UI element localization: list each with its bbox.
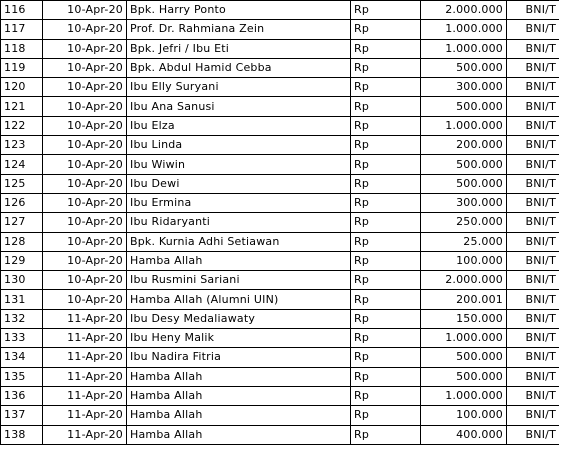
currency-cell[interactable]: Rp: [351, 386, 421, 405]
date-cell[interactable]: 10-Apr-20: [43, 1, 127, 20]
donor-name-cell[interactable]: Bpk. Kurnia Adhi Setiawan: [127, 232, 351, 251]
bank-cell[interactable]: BNI/T: [507, 1, 560, 20]
amount-cell[interactable]: 2.000.000: [421, 271, 507, 290]
donor-name-cell[interactable]: Ibu Ana Sanusi: [127, 97, 351, 116]
date-cell[interactable]: 10-Apr-20: [43, 174, 127, 193]
date-cell[interactable]: 10-Apr-20: [43, 116, 127, 135]
currency-cell[interactable]: Rp: [351, 232, 421, 251]
row-number-cell[interactable]: 121: [1, 97, 43, 116]
currency-cell[interactable]: Rp: [351, 290, 421, 309]
amount-cell[interactable]: 1.000.000: [421, 116, 507, 135]
date-cell[interactable]: 10-Apr-20: [43, 97, 127, 116]
bank-cell[interactable]: BNI/T: [507, 58, 560, 77]
date-cell[interactable]: 10-Apr-20: [43, 78, 127, 97]
donor-name-cell[interactable]: Ibu Desy Medaliawaty: [127, 309, 351, 328]
amount-cell[interactable]: 25.000: [421, 232, 507, 251]
currency-cell[interactable]: Rp: [351, 78, 421, 97]
amount-cell[interactable]: 200.000: [421, 136, 507, 155]
currency-cell[interactable]: Rp: [351, 251, 421, 270]
currency-cell[interactable]: Rp: [351, 97, 421, 116]
donor-name-cell[interactable]: Hamba Allah: [127, 425, 351, 444]
amount-cell[interactable]: 300.000: [421, 193, 507, 212]
row-number-cell[interactable]: 131: [1, 290, 43, 309]
date-cell[interactable]: 10-Apr-20: [43, 39, 127, 58]
table-row: [1, 309, 560, 328]
bank-cell[interactable]: BNI/T: [507, 136, 560, 155]
donor-name-cell[interactable]: Ibu Linda: [127, 136, 351, 155]
table-row: [1, 271, 560, 290]
row-number-cell[interactable]: 136: [1, 386, 43, 405]
table-row: [1, 367, 560, 386]
row-number-cell[interactable]: 127: [1, 213, 43, 232]
row-number-cell[interactable]: 137: [1, 406, 43, 425]
row-number-cell[interactable]: 123: [1, 136, 43, 155]
date-cell[interactable]: 10-Apr-20: [43, 271, 127, 290]
currency-cell[interactable]: Rp: [351, 406, 421, 425]
donor-name-cell[interactable]: Hamba Allah: [127, 367, 351, 386]
date-cell[interactable]: 11-Apr-20: [43, 329, 127, 348]
row-number-cell[interactable]: 117: [1, 20, 43, 39]
date-cell[interactable]: 10-Apr-20: [43, 155, 127, 174]
table-row: [1, 136, 560, 155]
date-cell[interactable]: 11-Apr-20: [43, 425, 127, 444]
table-row: [1, 348, 560, 367]
donor-name-cell[interactable]: Hamba Allah (Alumni UIN): [127, 290, 351, 309]
currency-cell[interactable]: Rp: [351, 367, 421, 386]
row-number-cell[interactable]: 130: [1, 271, 43, 290]
currency-cell[interactable]: Rp: [351, 425, 421, 444]
bank-cell[interactable]: BNI/T: [507, 232, 560, 251]
date-cell[interactable]: 10-Apr-20: [43, 251, 127, 270]
donor-name-cell[interactable]: Ibu Heny Malik: [127, 329, 351, 348]
currency-cell[interactable]: Rp: [351, 136, 421, 155]
amount-cell[interactable]: 1.000.000: [421, 20, 507, 39]
row-number-cell[interactable]: 135: [1, 367, 43, 386]
amount-cell[interactable]: 200.001: [421, 290, 507, 309]
bank-cell[interactable]: BNI/T: [507, 155, 560, 174]
bank-cell[interactable]: BNI/T: [507, 290, 560, 309]
amount-cell[interactable]: 500.000: [421, 174, 507, 193]
currency-cell[interactable]: Rp: [351, 174, 421, 193]
row-number-cell[interactable]: 133: [1, 329, 43, 348]
date-cell[interactable]: 10-Apr-20: [43, 58, 127, 77]
date-cell[interactable]: 10-Apr-20: [43, 290, 127, 309]
amount-cell[interactable]: 300.000: [421, 78, 507, 97]
bank-cell[interactable]: BNI/T: [507, 348, 560, 367]
table-row: [1, 1, 560, 20]
amount-cell[interactable]: 250.000: [421, 213, 507, 232]
table-row: [1, 406, 560, 425]
donor-name-cell[interactable]: Prof. Dr. Rahmiana Zein: [127, 20, 351, 39]
row-number-cell[interactable]: 119: [1, 58, 43, 77]
amount-cell[interactable]: 500.000: [421, 97, 507, 116]
bank-cell[interactable]: BNI/T: [507, 367, 560, 386]
date-cell[interactable]: 11-Apr-20: [43, 367, 127, 386]
table-row: [1, 20, 560, 39]
currency-cell[interactable]: Rp: [351, 329, 421, 348]
currency-cell[interactable]: Rp: [351, 1, 421, 20]
bank-cell[interactable]: BNI/T: [507, 193, 560, 212]
row-number-cell[interactable]: 129: [1, 251, 43, 270]
donor-name-cell[interactable]: Bpk. Abdul Hamid Cebba: [127, 58, 351, 77]
bank-cell[interactable]: BNI/T: [507, 78, 560, 97]
row-number-cell[interactable]: 120: [1, 78, 43, 97]
currency-cell[interactable]: Rp: [351, 20, 421, 39]
currency-cell[interactable]: Rp: [351, 271, 421, 290]
bank-cell[interactable]: BNI/T: [507, 329, 560, 348]
table-row: [1, 213, 560, 232]
table-row: [1, 78, 560, 97]
donation-table-body: [1, 1, 560, 445]
row-number-cell[interactable]: 132: [1, 309, 43, 328]
table-row: [1, 290, 560, 309]
bank-cell[interactable]: BNI/T: [507, 386, 560, 405]
date-cell[interactable]: 11-Apr-20: [43, 309, 127, 328]
currency-cell[interactable]: Rp: [351, 348, 421, 367]
row-number-cell[interactable]: 126: [1, 193, 43, 212]
bank-cell[interactable]: BNI/T: [507, 271, 560, 290]
amount-cell[interactable]: 1.000.000: [421, 39, 507, 58]
table-row: [1, 39, 560, 58]
currency-cell[interactable]: Rp: [351, 193, 421, 212]
amount-cell[interactable]: 2.000.000: [421, 1, 507, 20]
currency-cell[interactable]: Rp: [351, 39, 421, 58]
date-cell[interactable]: 10-Apr-20: [43, 213, 127, 232]
donor-name-cell[interactable]: Ibu Wiwin: [127, 155, 351, 174]
amount-cell[interactable]: 150.000: [421, 309, 507, 328]
row-number-cell[interactable]: 122: [1, 116, 43, 135]
table-row: [1, 193, 560, 212]
table-row: [1, 232, 560, 251]
bank-cell[interactable]: BNI/T: [507, 309, 560, 328]
currency-cell[interactable]: Rp: [351, 155, 421, 174]
bank-cell[interactable]: BNI/T: [507, 39, 560, 58]
currency-cell[interactable]: Rp: [351, 213, 421, 232]
donor-name-cell[interactable]: Ibu Elly Suryani: [127, 78, 351, 97]
row-number-cell[interactable]: 134: [1, 348, 43, 367]
donor-name-cell[interactable]: Hamba Allah: [127, 386, 351, 405]
donor-name-cell[interactable]: Ibu Ermina: [127, 193, 351, 212]
donor-name-cell[interactable]: Hamba Allah: [127, 251, 351, 270]
amount-cell[interactable]: 500.000: [421, 155, 507, 174]
amount-cell[interactable]: 400.000: [421, 425, 507, 444]
amount-cell[interactable]: 1.000.000: [421, 386, 507, 405]
bank-cell[interactable]: BNI/T: [507, 425, 560, 444]
table-row: [1, 329, 560, 348]
table-row: [1, 97, 560, 116]
row-number-cell[interactable]: 118: [1, 39, 43, 58]
amount-cell[interactable]: 500.000: [421, 58, 507, 77]
donor-name-cell[interactable]: Ibu Dewi: [127, 174, 351, 193]
bank-cell[interactable]: BNI/T: [507, 406, 560, 425]
currency-cell[interactable]: Rp: [351, 58, 421, 77]
date-cell[interactable]: 11-Apr-20: [43, 386, 127, 405]
row-number-cell[interactable]: 125: [1, 174, 43, 193]
table-row: [1, 116, 560, 135]
currency-cell[interactable]: Rp: [351, 309, 421, 328]
row-number-cell[interactable]: 116: [1, 1, 43, 20]
amount-cell[interactable]: 100.000: [421, 406, 507, 425]
row-number-cell[interactable]: 138: [1, 425, 43, 444]
bank-cell[interactable]: BNI/T: [507, 213, 560, 232]
amount-cell[interactable]: 100.000: [421, 251, 507, 270]
row-number-cell[interactable]: 128: [1, 232, 43, 251]
table-row: [1, 155, 560, 174]
amount-cell[interactable]: 500.000: [421, 348, 507, 367]
amount-cell[interactable]: 1.000.000: [421, 329, 507, 348]
donor-name-cell[interactable]: Ibu Ridaryanti: [127, 213, 351, 232]
table-row: [1, 386, 560, 405]
date-cell[interactable]: 10-Apr-20: [43, 136, 127, 155]
donor-name-cell[interactable]: Ibu Nadira Fitria: [127, 348, 351, 367]
table-row: [1, 425, 560, 444]
bank-cell[interactable]: BNI/T: [507, 174, 560, 193]
row-number-cell[interactable]: 124: [1, 155, 43, 174]
table-row: [1, 58, 560, 77]
bank-cell[interactable]: BNI/T: [507, 251, 560, 270]
date-cell[interactable]: 10-Apr-20: [43, 193, 127, 212]
currency-cell[interactable]: Rp: [351, 116, 421, 135]
donor-name-cell[interactable]: Hamba Allah: [127, 406, 351, 425]
donor-name-cell[interactable]: Ibu Elza: [127, 116, 351, 135]
donor-name-cell[interactable]: Bpk. Jefri / Ibu Eti: [127, 39, 351, 58]
table-row: [1, 251, 560, 270]
date-cell[interactable]: 11-Apr-20: [43, 406, 127, 425]
date-cell[interactable]: 11-Apr-20: [43, 348, 127, 367]
bank-cell[interactable]: BNI/T: [507, 20, 560, 39]
amount-cell[interactable]: 500.000: [421, 367, 507, 386]
date-cell[interactable]: 10-Apr-20: [43, 20, 127, 39]
table-row: [1, 174, 560, 193]
bank-cell[interactable]: BNI/T: [507, 97, 560, 116]
donor-name-cell[interactable]: Ibu Rusmini Sariani: [127, 271, 351, 290]
date-cell[interactable]: 10-Apr-20: [43, 232, 127, 251]
donor-name-cell[interactable]: Bpk. Harry Ponto: [127, 1, 351, 20]
bank-cell[interactable]: BNI/T: [507, 116, 560, 135]
